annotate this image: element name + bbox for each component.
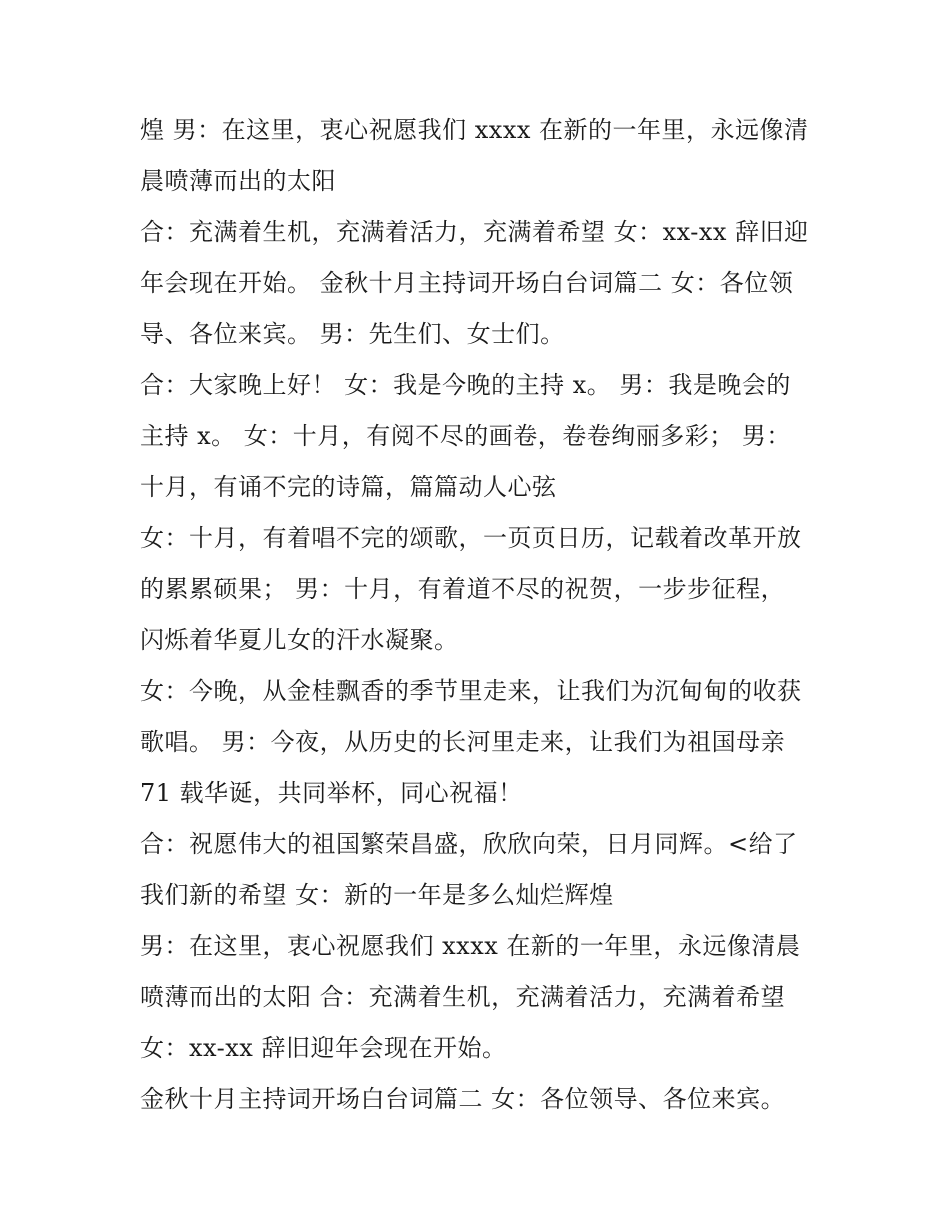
text-line: 合：充满着生机，充满着活力，充满着希望 女：xx-xx 辞旧迎 xyxy=(140,218,809,246)
text-line: 合：大家晚上好！ 女：我是今晚的主持 x。 男：我是晚会的 xyxy=(140,371,791,399)
text-line: 71 载华诞，共同举杯，同心祝福！ xyxy=(140,779,523,807)
text-line: 导、各位来宾。 男：先生们、女士们。 xyxy=(140,320,565,348)
text-line: 的累累硕果； 男：十月，有着道不尽的祝贺，一步步征程， xyxy=(140,575,786,603)
text-line: 男：在这里，衷心祝愿我们 xxxx 在新的一年里，永远像清晨 xyxy=(140,932,801,960)
text-line: 合：祝愿伟大的祖国繁荣昌盛，欣欣向荣，日月同辉。<给了 xyxy=(140,830,798,858)
text-line: 十月，有诵不完的诗篇，篇篇动人心弦 xyxy=(140,473,557,501)
text-line: 年会现在开始。 金秋十月主持词开场白台词篇二 女：各位领 xyxy=(140,269,794,297)
text-line: 我们新的希望 女：新的一年是多么灿烂辉煌 xyxy=(140,881,614,909)
text-line: 闪烁着华夏儿女的汗水凝聚。 xyxy=(140,626,459,654)
text-line: 主持 x。 女：十月，有阅不尽的画卷，卷卷绚丽多彩； 男： xyxy=(140,422,791,450)
text-line: 女：xx-xx 辞旧迎年会现在开始。 xyxy=(140,1034,507,1062)
text-line: 喷薄而出的太阳 合：充满着生机，充满着活力，充满着希望 xyxy=(140,983,786,1011)
text-line: 煌 男：在这里，衷心祝愿我们 xxxx 在新的一年里，永远像清 xyxy=(140,116,809,144)
text-line: 金秋十月主持词开场白台词篇二 女：各位领导、各位来宾。 xyxy=(140,1085,786,1113)
text-line: 女：今晚，从金桂飘香的季节里走来，让我们为沉甸甸的收获 xyxy=(140,677,802,705)
text-line: 歌唱。 男：今夜，从历史的长河里走来，让我们为祖国母亲 xyxy=(140,728,786,756)
document-body xyxy=(140,105,820,1125)
text-line: 晨喷薄而出的太阳 xyxy=(140,167,336,195)
text-line: 女：十月，有着唱不完的颂歌，一页页日历，记载着改革开放 xyxy=(140,524,802,552)
